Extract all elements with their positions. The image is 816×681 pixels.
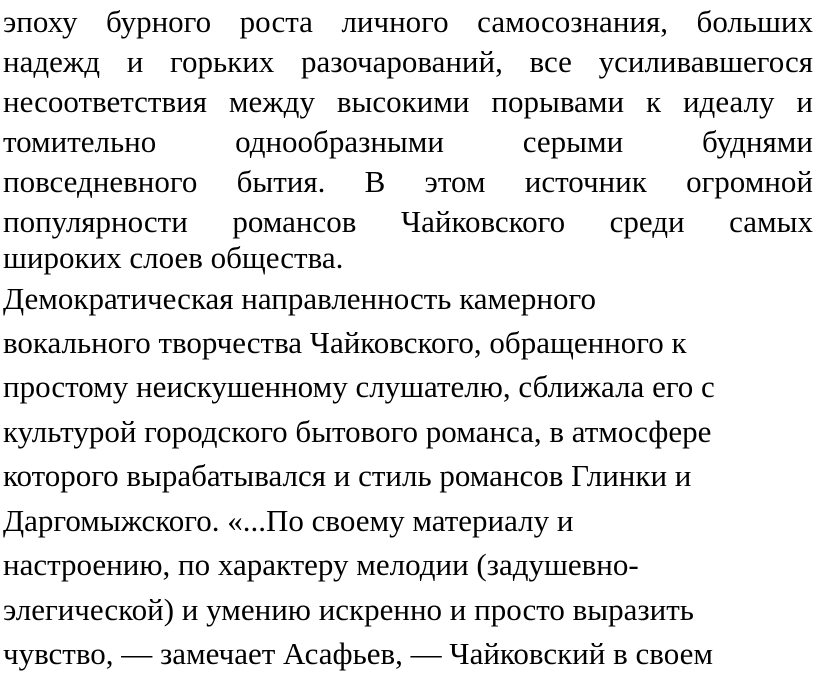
paragraph-2-line-2: вокального творчества Чайковского, обращенного к <box>3 325 687 360</box>
paragraph-2-line-9: чувство, — замечает Асафьев, — Чайковский в своем <box>3 636 713 671</box>
paragraph-2-line-8: элегической) и умению искренно и просто выразить <box>3 592 694 627</box>
paragraph-2-line-1: Демократическая направленность камерного <box>3 281 596 316</box>
paragraph-1-line-5: повседневного бытия. В этом источник огромной <box>3 164 813 199</box>
paragraph-1-line-1: эпоху бурного роста личного самосознания, больших <box>3 4 813 39</box>
paragraph-1-line-6: популярности романсов Чайковского среди самых <box>3 204 813 239</box>
paragraph-1-line-2: надежд и горьких разочарований, все усиливавшегося <box>3 44 813 79</box>
paragraph-1-line-3: несоответствия между высокими порывами к идеалу и <box>3 84 813 119</box>
paragraph-1-line-4: томительно однообразными серыми буднями <box>3 124 813 159</box>
paragraph-2-line-4: культурой городского бытового романса, в атмосфере <box>3 414 712 449</box>
paragraph-2-line-3: простому неискушенному слушателю, сближала его с <box>3 369 715 404</box>
paragraph-2-line-7: настроению, по характеру мелодии (задушевно- <box>3 547 639 582</box>
paragraph-2-line-5: которого вырабатывался и стиль романсов Глинки и <box>3 458 692 493</box>
paragraph-1-line-7: широких слоев общества. <box>3 240 344 275</box>
paragraph-2-line-6: Даргомыжского. «...По своему материалу и <box>3 503 574 538</box>
